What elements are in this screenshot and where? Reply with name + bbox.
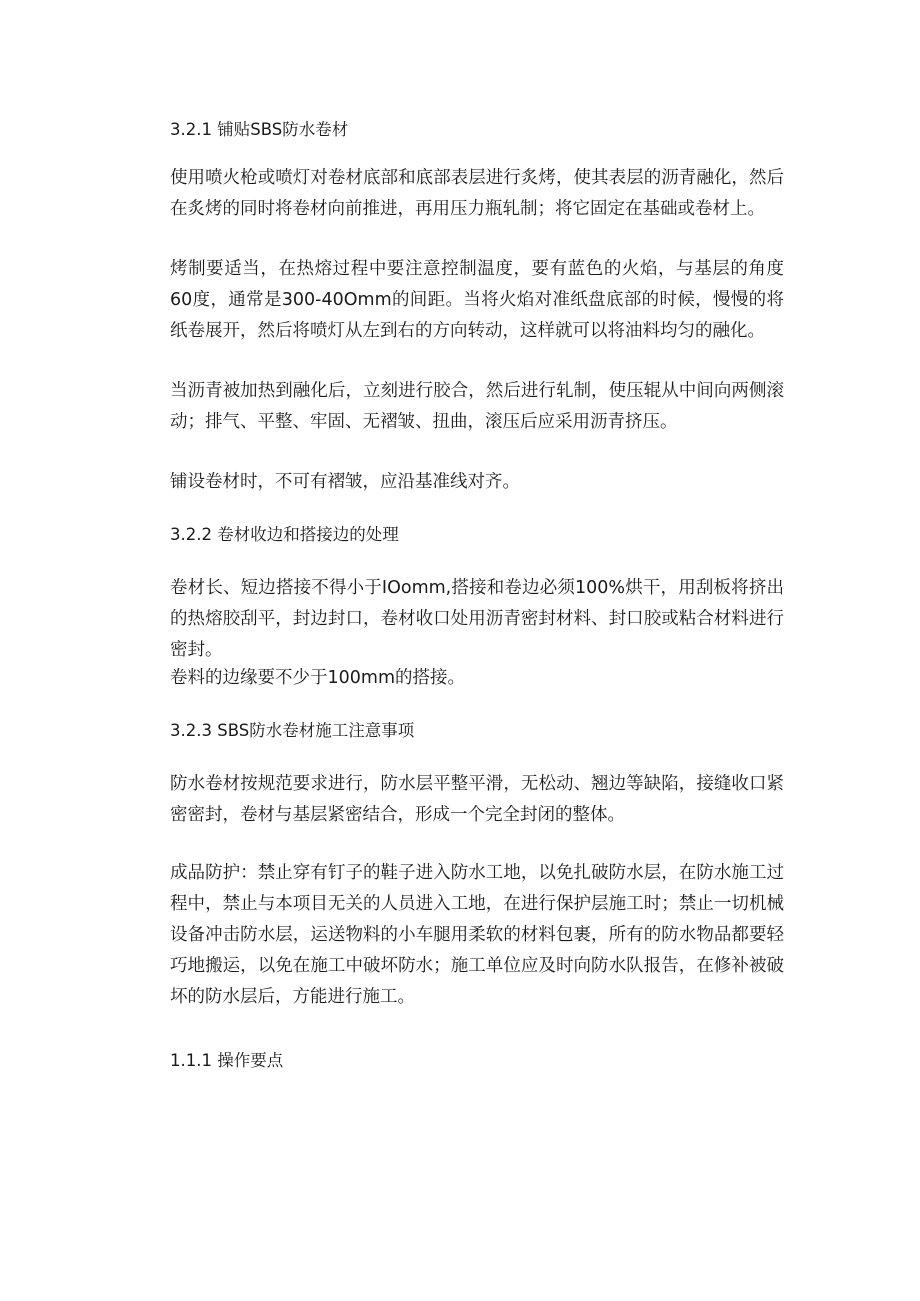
section-heading-3-2-2: 3.2.2 卷材收边和搭接边的处理 — [170, 525, 399, 544]
paragraph-edge-overlap: 卷料的边缘要不少于100mm的搭接。 — [170, 668, 465, 688]
paragraph-baking-control: 烤制要适当，在热熔过程中要注意控制温度，要有蓝色的火焰，与基层的角度60度，通常是300-40Omm的间距。当将火焰对准纸盘底部的时候，慢慢的将纸卷展开，然后将喷灯从左到右的方向转动，这样就可以将油料均匀的融化。 — [170, 259, 784, 341]
section-heading-1-1-1: 1.1.1 操作要点 — [170, 1051, 284, 1070]
paragraph-product-protection: 成品防护：禁止穿有钉子的鞋子进入防水工地，以免扎破防水层，在防水施工过程中，禁止与本项目无关的人员进入工地，在进行保护层施工时；禁止一切机械设备冲击防水层，运送物料的小车腿用柔软的材料包裹，所有的防水物品都要轻巧地搬运，以免在施工中破坏防水；施工单位应及时向防水队报告，在修补被破坏的防水层后，方能进行施工。 — [170, 863, 784, 1007]
paragraph-quality-requirements: 防水卷材按规范要求进行，防水层平整平滑，无松动、翘边等缺陷，接缝收口紧密密封，卷材与基层紧密结合，形成一个完全封闭的整体。 — [170, 774, 784, 825]
paragraph-bonding-rolling: 当沥青被加热到融化后，立刻进行胶合，然后进行轧制，使压辊从中间向两侧滚动；排气、平整、牢固、无褶皱、扭曲，滚压后应采用沥青挤压。 — [170, 381, 784, 432]
paragraph-torch-heating: 使用喷火枪或喷灯对卷材底部和底部表层进行炙烤，使其表层的沥青融化，然后在炙烤的同时将卷材向前推进，再用压力瓶轧制；将它固定在基础或卷材上。 — [170, 168, 784, 219]
section-heading-3-2-1: 3.2.1 铺贴SBS防水卷材 — [170, 120, 349, 139]
section-heading-3-2-3: 3.2.3 SBS防水卷材施工注意事项 — [170, 721, 415, 740]
paragraph-alignment: 铺设卷材时，不可有褶皱，应沿基准线对齐。 — [170, 472, 520, 492]
paragraph-overlap-requirements: 卷材长、短边搭接不得小于IOomm,搭接和卷边必须100%烘干，用刮板将挤出的热熔胶刮平，封边封口，卷材收口处用沥青密封材料、封口胶或粘合材料进行密封。 — [170, 578, 784, 660]
